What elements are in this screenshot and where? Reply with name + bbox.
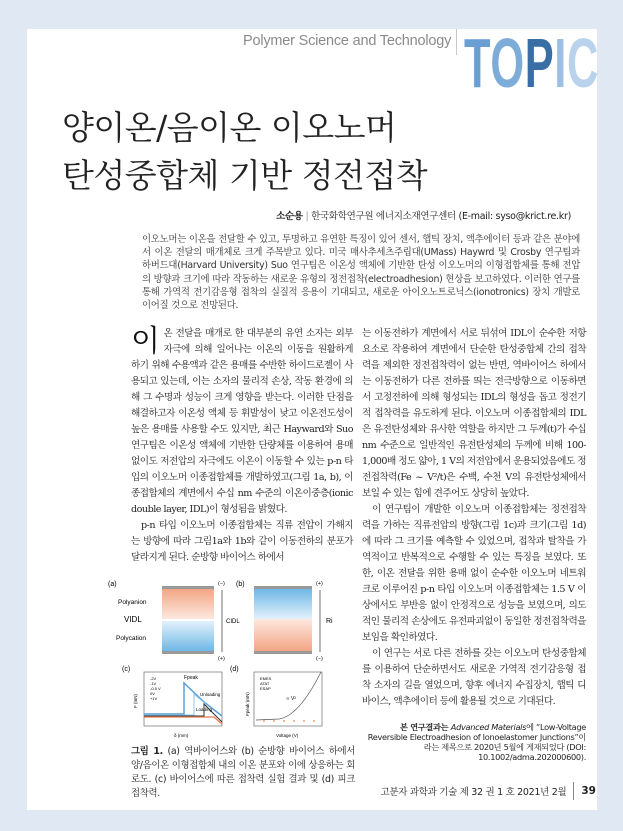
- footer-divider: [573, 782, 574, 800]
- electrode-bottom-a: [162, 651, 214, 654]
- caption-label: 그림 1.: [131, 746, 163, 758]
- chart-d-points: [263, 720, 315, 722]
- f-peak-label: Fpeak: [184, 675, 198, 682]
- panel-c-label: (c): [122, 666, 131, 674]
- columns: [108, 324, 623, 801]
- figure-graphic: [104, 576, 356, 741]
- electrode-top-a: [162, 586, 214, 589]
- unloading-label: Unloading: [200, 692, 221, 698]
- chart-d-legend: [260, 676, 272, 691]
- c-idl-label: CIDL: [226, 619, 240, 626]
- chart-c-xlabel: δ (mm): [174, 733, 189, 739]
- polarity-bottom-b: (−): [316, 656, 323, 663]
- loading-label: Loading: [196, 707, 213, 713]
- svg-text:ATAT: ATAT: [260, 681, 270, 687]
- r-i-label: Ri: [326, 618, 333, 626]
- polycation-layer: [162, 621, 214, 651]
- svg-text:EMES: EMES: [260, 676, 272, 682]
- paragraph-3: 이 연구팀이 개발한 이오노머 이종접합체는 정전접착력을 가하는 직류전압의 방향(그림 1c)과 크기(그림 1d)에 따라 그 크기를 예측할 수 있었으며, 접착과 탈착을 가역적이고 반복적으로 수행할 수 있는 특징을 보였다. 또한, 이온 전달을 위한 용매 없이 순수한 이오노머 네트워크로 이루어진 p-n 타입 이오노머 이종접합체는 1.5 V 이상에서도 부반응 없이 안정적으로 성능을 보였으며, 의도적인 물리적 손상에도 유전파괴없이 동일한 정전접착력을 보임을 확인하였다.: [362, 504, 586, 644]
- chart-d-xlabel: Voltage (V): [276, 733, 299, 739]
- svg-text:ESAP: ESAP: [260, 686, 271, 692]
- panel-b-label: (b): [236, 581, 245, 589]
- abstract: 이오노머는 이온을 전달할 수 있고, 투명하고 유연한 특징이 있어 센서, 햅틱 장치, 액추에이터 등과 같은 분야에서 이온 전달의 매개체로 크게 주목받고 있다. 미국 매사추세츠주립대(UMass) Haywrd 및 Crosby 연구팀과 하버드대(Harvard University) Suo 연구팀은 이온성 액체에 기반한 탄성 이오노머의 이형접합체를 통해 전압의 방향과 크기에 따라 작동하는 새로운 유형의 정전접착(electroadhesion) 현상을 보고하였다. 이러한 연구를 통해 가역적 전기감응형 접착의 실질적 응용이 기대되고, 새로운 아이오노트로닉스(ionotronics) 장치 개발로 이어질 것으로 전망된다.: [142, 234, 580, 312]
- panel-d-label: (d): [230, 666, 239, 674]
- publication-note: 본 연구결과는 Advanced Materials에 “Low-Voltage Reversible Electroadhesion of Ionoelastomer Junctions”이라는 제목으로 2020년 5월에 게재되었다 (DOI: 10.1002/adma.202000600).: [367, 722, 586, 763]
- chart-c-ylabel: F (mN): [133, 694, 138, 709]
- polarity-top-b: (+): [316, 581, 323, 588]
- section-logo: TOPIC: [464, 24, 599, 102]
- paragraph-2: p-n 타입 이오노머 이종접합체는 직류 전압이 가해지는 방향에 따라 그림1a와 1b와 같이 이동전하의 분포가 달라지게 된다. 순방향 바이어스 하에서: [131, 520, 353, 564]
- title-line-1: 양이온/음이온 이오노머: [62, 108, 397, 147]
- polyanion-layer: [162, 589, 214, 619]
- figure-caption: 그림 1. (a) 역바이어스와 (b) 순방향 바이어스 하에서 양/음이온 이형접합체 내의 이온 분포와 이에 상응하는 회로도. (c) 바이어스에 따른 접착력 실험 결과 및 (d) 피크 접착력.: [131, 746, 356, 800]
- page-number: 39: [581, 785, 596, 798]
- paragraph-4: 이 연구는 서로 다른 전하를 갖는 이오노머 탄성중합체를 이용하여 단순하면서도 새로운 가역적 전기감응형 접착 소자의 길을 열었으며, 향후 에너지 수집장치, 햅틱 디바이스, 액추에이터 등에 활용될 것으로 기대된다.: [362, 648, 586, 708]
- right-column: [362, 326, 586, 710]
- chart-d-fit-label: ∝ V²: [286, 696, 296, 703]
- journal-name: Advanced Materials: [450, 722, 527, 733]
- svg-text:-0.5 V: -0.5 V: [150, 686, 161, 692]
- title-line-2: 탄성중합체 기반 정전접착: [62, 156, 428, 195]
- polyanion-label: Polyanion: [118, 599, 147, 607]
- left-column: [131, 326, 353, 566]
- right-column-wrap: [362, 326, 596, 800]
- figure-1: [104, 576, 356, 741]
- series-title: Polymer Science and Technology: [243, 33, 452, 49]
- svg-text:+1V: +1V: [150, 696, 158, 702]
- paragraph-1: 이온 전달을 매개로 한 대부분의 유연 소자는 외부 자극에 의해 일어나는 이온의 이동을 원활하게 하기 위해 수용액과 같은 용매를 수반한 하이드로젤이 사용되고 있는데, 이는 소자의 물리적 손상, 작동 환경에 의해 그 수명과 성능이 크게 영향을 받는다. 이러한 단점을 해결하고자 이온성 액체 등 휘발성이 낮고 이온전도성이 높은 용매를 사용할 수도 있지만, 최근 Hayward와 Suo 연구팀은 이온성 액체에 기반한 단량체를 이용하여 용매없이도 저전압의 자극에도 이온이 이동할 수 있는 p-n 타입의 이오노머 이종접합체를 개발하였고(그림 1a, b), 이종접합체의 계면에서 수십 nm 수준의 이온이중층(ionic double layer, IDL)이 형성됨을 밝혔다.: [131, 324, 353, 516]
- v-idl-label: VIDL: [124, 615, 142, 625]
- chart-d-ylabel: Fpeak (mN): [245, 692, 250, 717]
- svg-text:-1V: -1V: [150, 681, 157, 687]
- polarity-top-a: (−): [218, 581, 225, 588]
- drop-cap: 이: [131, 324, 160, 360]
- author-name: 소순용: [276, 211, 303, 222]
- author-affiliation: 한국화학연구원 에너지소재연구센터 (E-mail: syso@krict.re.kr): [311, 211, 571, 222]
- footer: [362, 782, 596, 800]
- paragraph-2-cont: 는 이동전하가 계면에서 서로 뒤섞여 IDL이 순수한 저항요소로 작용하여 계면에서 단순한 탄성중합체 간의 접착력을 제외한 정전접착력이 없는 반면, 역바이어스 하에서는 이동전하가 다른 전하를 띄는 전극방향으로 이동하면서 고정전하에 의해 형성되는 IDL의 형성을 돕고 정전기적 접착력을 유도하게 된다. 이오노머 이종접합체의 IDL은 유전탄성체와 유사한 역할을 하지만 그 두께(t)가 수십 nm 수준으로 일반적인 유전탄성체의 두께에 비해 100-1,000배 정도 얇아, 1 V의 저전압에서 운용되었음에도 정전접착력(Fe ~ V²/t)은 수백, 수천 V의 유전탄성체에서 보일 수 있는 힘에 견주어도 상당히 높았다.: [362, 328, 586, 500]
- polarity-bottom-a: (+): [218, 656, 225, 663]
- svg-text:-2V: -2V: [150, 676, 157, 682]
- polycation-label: Polycation: [116, 635, 146, 643]
- svg-text:0V: 0V: [150, 691, 155, 697]
- panel-a-label: (a): [108, 581, 117, 589]
- author-sep: |: [305, 211, 309, 222]
- left-column-wrap: [108, 324, 356, 801]
- footer-journal: 고분자 과학과 기술 제 32 권 1 호 2021년 2월: [380, 787, 567, 799]
- chart-c-legend: [150, 676, 161, 701]
